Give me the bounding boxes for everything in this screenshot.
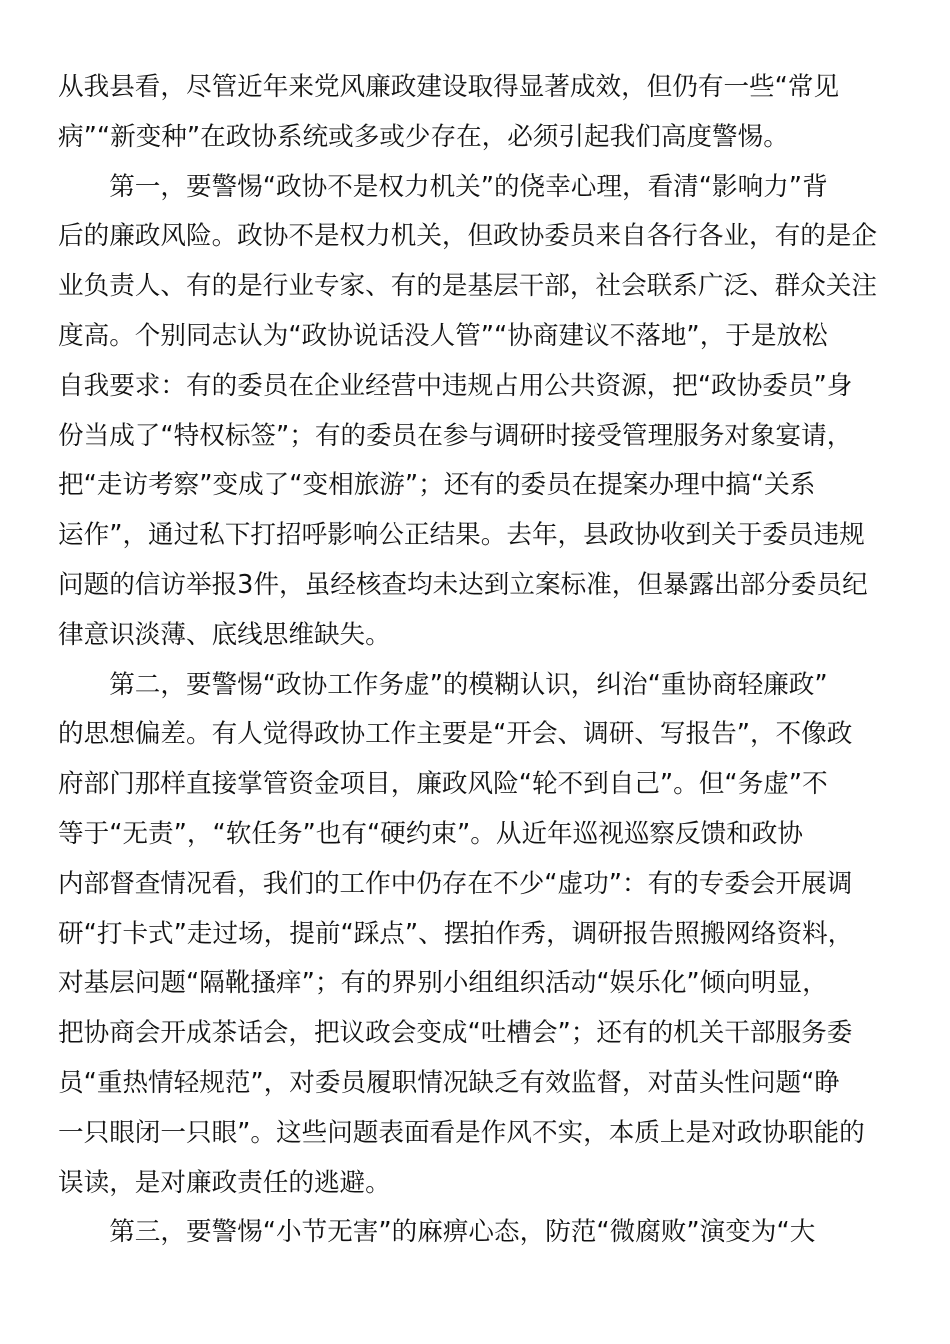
text-line: 份当成了“特权标签”；有的委员在参与调研时接受管理服务对象宴请， <box>58 420 853 451</box>
text-line: 内部督查情况看，我们的工作中仍存在不少“虚功”：有的专委会开展调 <box>58 868 853 899</box>
text-line: 第二，要警惕“政协工作务虚”的模糊认识，纠治“重协商轻廉政” <box>109 669 828 700</box>
text-line: 研“打卡式”走过场，提前“踩点”、摆拍作秀，调研报告照搬网络资料， <box>58 918 854 949</box>
text-line: 把协商会开成茶话会，把议政会变成“吐槽会”；还有的机关干部服务委 <box>58 1018 853 1049</box>
body-text <box>58 63 898 1258</box>
text-line: 对基层问题“隔靴搔痒”；有的界别小组组织活动“娱乐化”倾向明显， <box>58 968 828 999</box>
text-line: 业负责人、有的是行业专家、有的是基层干部，社会联系广泛、群众关注 <box>58 271 878 302</box>
text-line: 府部门那样直接掌管资金项目，廉政风险“轮不到自己”。但“务虚”不 <box>58 769 828 800</box>
text-line: 一只眼闭一只眼”。这些问题表面看是作风不实，本质上是对政协职能的 <box>58 1117 865 1148</box>
paragraph-second-point <box>58 661 898 1209</box>
paragraph-intro <box>58 63 898 163</box>
text-line: 从我县看，尽管近年来党风廉政建设取得显著成效，但仍有一些“常见 <box>58 72 840 102</box>
text-line: 后的廉政风险。政协不是权力机关，但政协委员来自各行各业，有的是企 <box>58 221 878 252</box>
text-line: 律意识淡薄、底线思维缺失。 <box>58 619 391 650</box>
text-line: 误读，是对廉政责任的逃避。 <box>58 1167 391 1198</box>
text-line: 病”“新变种”在政协系统或多或少存在，必须引起我们高度警惕。 <box>58 121 789 152</box>
text-line: 第一，要警惕“政协不是权力机关”的侥幸心理，看清“影响力”背 <box>109 171 828 202</box>
text-line: 等于“无责”，“软任务”也有“硬约束”。从近年巡视巡察反馈和政协 <box>58 818 803 849</box>
text-line: 的思想偏差。有人觉得政协工作主要是“开会、调研、写报告”，不像政 <box>58 719 853 750</box>
text-line: 把“走访考察”变成了“变相旅游”；还有的委员在提案办理中搞“关系 <box>58 470 816 501</box>
text-line: 自我要求：有的委员在企业经营中违规占用公共资源，把“政协委员”身 <box>58 370 853 401</box>
paragraph-third-point <box>58 1208 898 1258</box>
text-line: 员“重热情轻规范”，对委员履职情况缺乏有效监督，对苗头性问题“睁 <box>58 1067 840 1098</box>
text-line: 运作”，通过私下打招呼影响公正结果。去年，县政协收到关于委员违规 <box>58 520 865 551</box>
text-line: 问题的信访举报3件，虽经核查均未达到立案标准，但暴露出部分委员纪 <box>58 569 868 600</box>
text-line: 度高。个别同志认为“政协说话没人管”“协商建议不落地”，于是放松 <box>58 320 828 351</box>
paragraph-first-point <box>58 163 898 661</box>
text-line: 第三，要警惕“小节无害”的麻痹心态，防范“微腐败”演变为“大 <box>109 1217 816 1248</box>
